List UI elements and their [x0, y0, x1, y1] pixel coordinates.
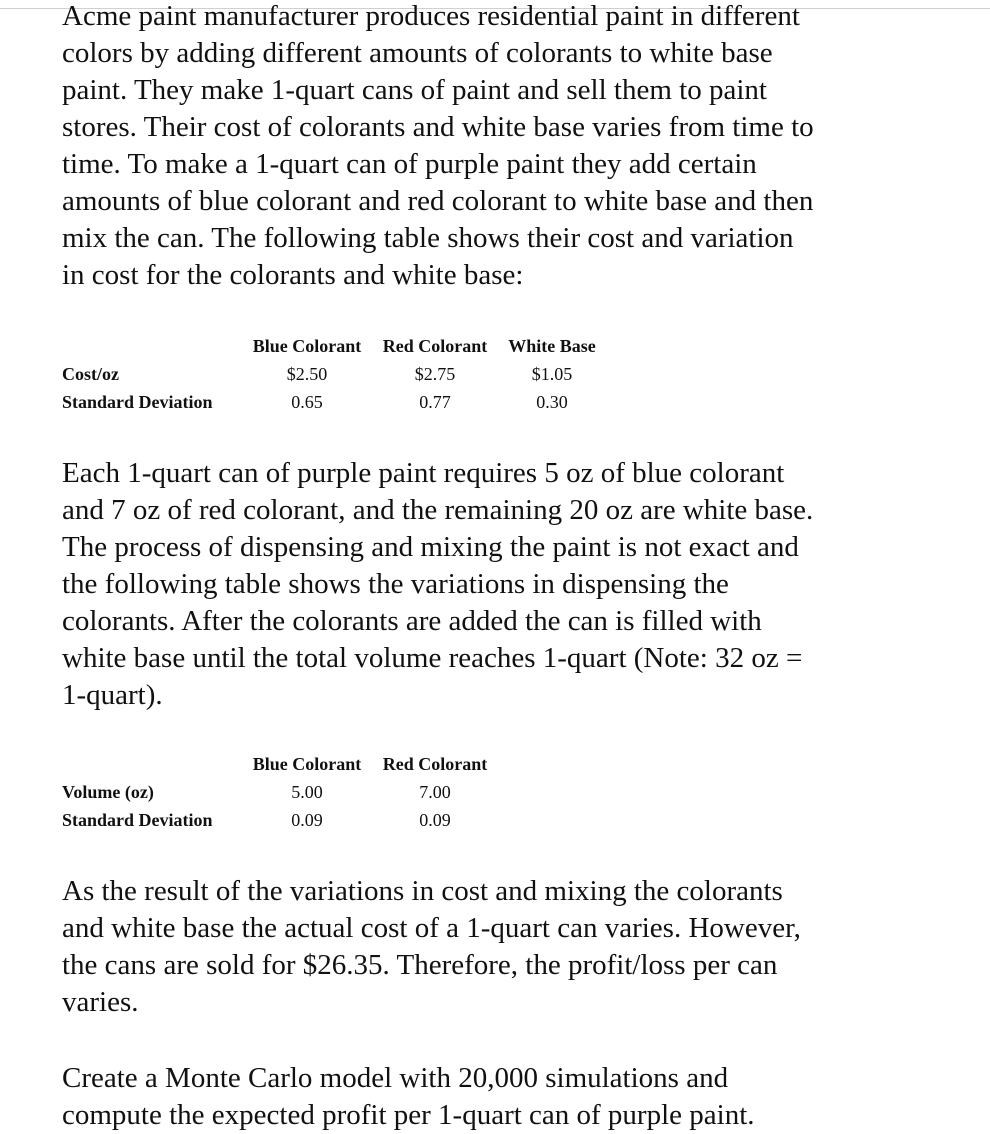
intro-paragraph: Acme paint manufacturer produces residential paint in different colors by adding different amounts of colorants to white base paint. They make 1-quart cans of paint and sell them to paint stores. Their cost of colorants and white base varies from time to time. To make a 1-quart can of purple paint they add certain amounts of blue colorant and red colorant to white base and then mix the can. The following table shows their cost and variation in cost for the colorants and white base: [62, 0, 814, 291]
table-cell: 0.30 [536, 392, 568, 412]
table-cell: $2.75 [414, 364, 456, 384]
table-row [62, 360, 606, 388]
volume-table-header-row [62, 750, 498, 778]
table-cell: 0.77 [419, 392, 451, 412]
volume-table-header: Red Colorant [382, 754, 488, 774]
volume-table-corner [62, 750, 242, 778]
table-cell: 0.09 [419, 810, 451, 830]
result-paragraph: As the result of the variations in cost and mixing the colorants and white base the actual cost of a 1-quart can varies. However, the cans are sold for $26.35. Therefore, the profit/loss per can varies. [62, 875, 801, 1018]
dispensing-paragraph: Each 1-quart can of purple paint requires 5 oz of blue colorant and 7 oz of red colorant, and the remaining 20 oz are white base. The process of dispensing and mixing the paint is not exact and the following table shows the variations in dispensing the colorants. After the colorants are added the can is filled with white base until the total volume reaches 1-quart (Note: 32 oz = 1-quart). [62, 457, 814, 711]
cost-table-header: White Base [508, 336, 596, 356]
table-cell: 5.00 [291, 782, 323, 802]
table-row [62, 388, 606, 416]
table-row [62, 806, 498, 834]
table-cell: $1.05 [531, 364, 573, 384]
row-label: Standard Deviation [62, 810, 213, 830]
task-paragraph: Create a Monte Carlo model with 20,000 simulations and compute the expected profit per 1-quart can of purple paint. [62, 1062, 755, 1131]
row-label: Volume (oz) [62, 782, 154, 802]
cost-table-header: Blue Colorant [252, 336, 362, 356]
table-cell: 0.09 [291, 810, 323, 830]
cost-table-header: Red Colorant [382, 336, 488, 356]
table-cell: 0.65 [291, 392, 323, 412]
row-label: Standard Deviation [62, 392, 213, 412]
cost-table [62, 332, 606, 416]
volume-table [62, 750, 498, 834]
row-label: Cost/oz [62, 364, 119, 384]
volume-table-header: Blue Colorant [252, 754, 362, 774]
cost-table-header-row [62, 332, 606, 360]
cost-table-corner [62, 332, 242, 360]
table-cell: 7.00 [419, 782, 451, 802]
table-cell: $2.50 [286, 364, 328, 384]
table-row [62, 778, 498, 806]
